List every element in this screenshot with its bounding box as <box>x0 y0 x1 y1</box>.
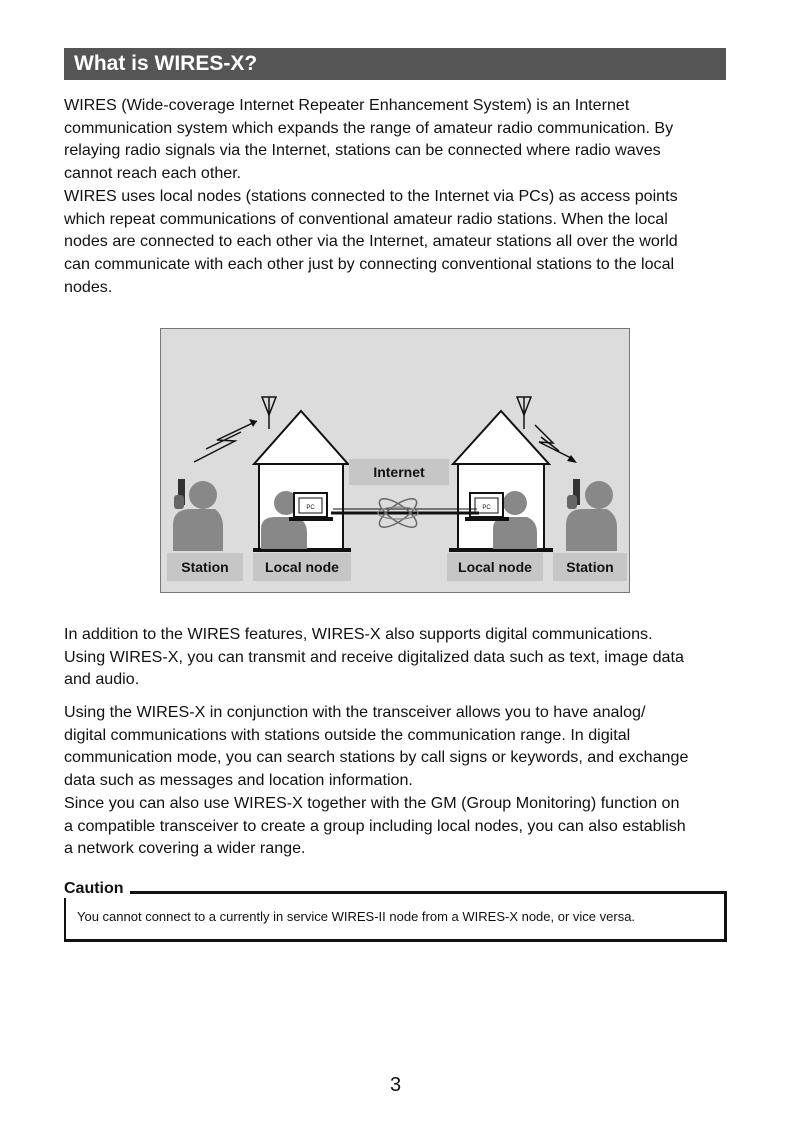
text-line: can communicate with each other just by connecting conventional stations to the local <box>64 254 675 273</box>
internet-label: Internet <box>373 464 425 480</box>
left-antenna-icon <box>262 397 276 429</box>
right-station-person <box>566 479 617 551</box>
section-heading: What is WIRES-X? <box>64 48 726 80</box>
text-line: WIRES (Wide-coverage Internet Repeater Enhancement System) is an Internet <box>64 96 630 114</box>
pc-label: PC <box>306 505 315 511</box>
paragraph-digital <box>64 623 728 691</box>
right-antenna-icon <box>517 397 531 429</box>
text-line: relaying radio signals via the Internet, stations can be connected where radio waves <box>64 141 661 160</box>
text-line: communication mode, you can search stations by call signs or keywords, and exchange <box>64 748 689 767</box>
text-line: and audio. <box>64 670 140 689</box>
text-line: digital communications with stations outside the communication range. In digital <box>64 725 631 744</box>
station-label: Station <box>553 553 627 581</box>
text-line: cannot reach each other. <box>64 164 242 183</box>
local-node-label: Local node <box>447 553 543 581</box>
caution-text: You cannot connect to a currently in service WIRES-II node from a WIRES-X node, or vice versa. <box>77 909 636 924</box>
internet-link <box>331 494 479 532</box>
text-line: nodes are connected to each other via the Internet, amateur stations all over the world <box>64 232 678 251</box>
text-line: which repeat communications of conventional amateur radio stations. When the local <box>64 209 668 228</box>
wires-diagram <box>160 328 630 593</box>
text-line: a network covering a wider range. <box>64 839 306 858</box>
text-line: nodes. <box>64 277 113 296</box>
left-station-person <box>173 479 223 551</box>
text-line: Using the WIRES-X in conjunction with the transceiver allows you to have analog/ <box>64 703 646 721</box>
left-radio-wave-icon <box>194 419 257 462</box>
text-line: data such as messages and location information. <box>64 771 413 790</box>
text-line: In addition to the WIRES features, WIRES-X also supports digital communications. <box>64 625 653 643</box>
pc-label: PC <box>482 505 491 511</box>
text-line: WIRES uses local nodes (stations connected to the Internet via PCs) as access points <box>64 186 678 205</box>
caution-title: Caution <box>64 880 130 898</box>
station-label: Station <box>167 553 243 581</box>
text-line: a compatible transceiver to create a group including local nodes, you can also establish <box>64 816 686 835</box>
page-number: 3 <box>389 1074 402 1096</box>
paragraph-transceiver <box>64 701 728 860</box>
text-line: Since you can also use WIRES-X together with the GM (Group Monitoring) function on <box>64 793 680 812</box>
intro-paragraph <box>64 94 728 298</box>
local-node-label: Local node <box>253 553 351 581</box>
text-line: communication system which expands the range of amateur radio communication. By <box>64 118 674 137</box>
text-line: Using WIRES-X, you can transmit and receive digitalized data such as text, image data <box>64 647 684 666</box>
